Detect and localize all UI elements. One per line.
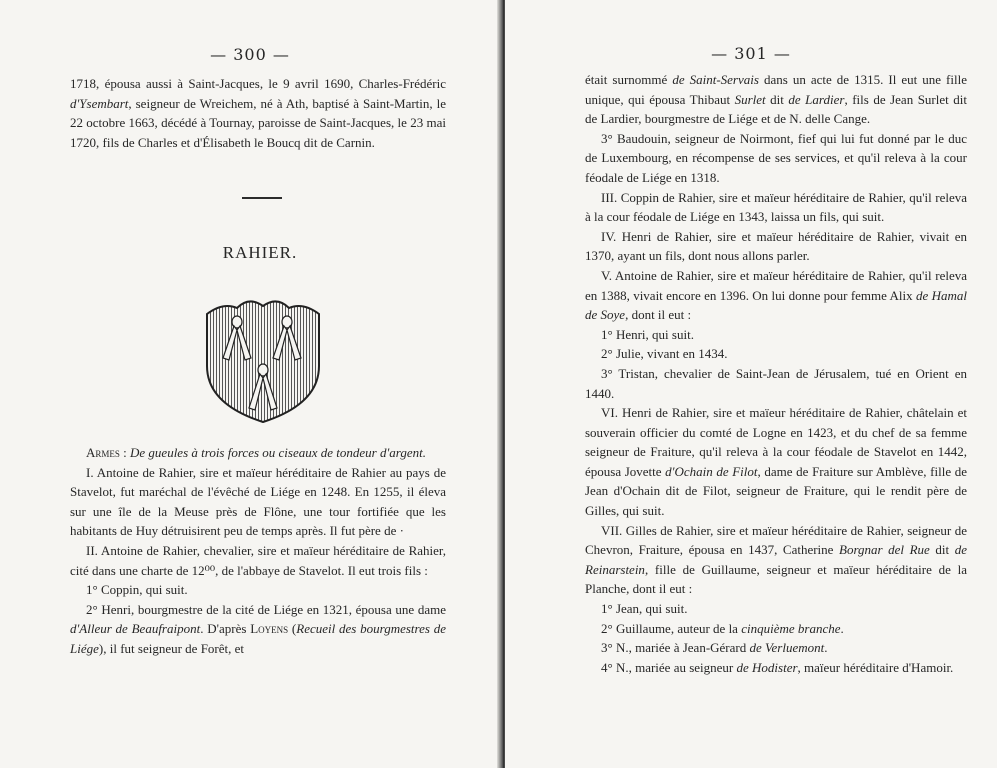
page-number-right: — 301 — (711, 44, 791, 63)
generation-V: V. Antoine de Rahier, sire et maïeur héréditaire de Rahier, qu'il releva en 1388, vivait encore en 1396. On lui donne pour femme Alix de Hamal de Soye, dont il eut : (585, 267, 967, 323)
list-item: 1° Jean, qui suit. (601, 601, 688, 617)
generation-II: II. Antoine de Rahier, chevalier, sire et maïeur héréditaire de Rahier, cité dans une charte de 12⁰⁰, de l'abbaye de Stavelot. Il eut trois fils : (70, 542, 446, 578)
section-heading: RAHIER. (222, 243, 298, 262)
list-item: 2° Julie, vivant en 1434. (601, 346, 728, 362)
generation-VI: VI. Henri de Rahier, sire et maïeur héréditaire de Rahier, châtelain et souverain officier du comté de Logne en 1423, et du chef de sa femme seigneur de Fraiture, qu'il releva à la cour féodale de Stavelot en 1442, épousa Jovette d'Ochain de Filot, dame de Fraiture sur Amblève, fille de Jean d'Ochain dit de Filot, seigneur de Fraiture, qui le rendit père de Gilles, qui suit. (585, 405, 967, 519)
list-item: 4° N., mariée au seigneur de Hodister, maïeur héréditaire d'Hamoir. (601, 659, 954, 675)
list-item: 2° Henri, bourgmestre de la cité de Liége en 1321, épousa une dame d'Alleur de Beaufraipont. D'après Loyens (Recueil des bourgmestres de Liége), il fut seigneur de Forêt, et (70, 601, 446, 656)
list-item: 3° N., mariée à Jean-Gérard de Verluemont. (601, 640, 828, 656)
section-divider (242, 197, 282, 199)
list-item: 3° Baudouin, seigneur de Noirmont, fief qui lui fut donné par le duc de Luxembourg, en récompense de ses services, et qu'il releva à la cour féodale de Liége en 1318. (585, 130, 967, 185)
list-item: 1° Coppin, qui suit. (86, 582, 188, 598)
list-item: 1° Henri, qui suit. (601, 326, 694, 342)
continuation-paragraph: 1718, épousa aussi à Saint-Jacques, le 9 avril 1690, Charles-Frédéric d'Ysembart, seigneur de Wreichem, né à Ath, baptisé à Saint-Martin, le 22 octobre 1663, décédé à Tournay, paroisse de Saint-Jacques, le 23 mai 1720, fils de Charles et d'Élisabeth le Boucq dit de Carnin. (70, 76, 446, 150)
arms-description: Armes : De gueules à trois forces ou ciseaux de tondeur d'argent. (86, 445, 426, 460)
generation-III: III. Coppin de Rahier, sire et maïeur héréditaire de Rahier, qu'il releva à la cour féodale de Liége en 1343, laissa un fils, qui suit. (585, 189, 967, 225)
right-body-text: était surnommé de Saint-Servais dans un acte de 1315. Il eut une fille unique, qui épousa Thibaut Surlet dit de Lardier, fils de Jean Surlet dit de Lardier, bourgmestre de Liége et de N. delle Cange. 3° Baudouin, seigneur de Noirmont, fief qui lui fut donné par le duc de Luxembourg, en récompense de ses services, et qu'il releva à la cour féodale de Liége en 1318. III. Coppin de Rahier, sire et maïeur héréditaire de Rahier, qu'il releva à la cour féodale de Liége en 1343, laissa un fils, qui suit. IV. Henri de Rahier, sire et maïeur héréditaire de Rahier, vivait en 1370, ayant un fils, dont nous allons parler. V. Antoine de Rahier, sire et maïeur héréditaire de Rahier, qu'il releva en 1388, vivait encore en 1396. On lui donne pour femme Alix de Hamal de Soye, dont il eut : 1° Henri, qui suit. 2° Julie, vivant en 1434. 3° Tristan, chevalier de Saint-Jean de Jérusalem, tué en Orient en 1440. VI. Henri de Rahier, sire et maïeur héréditaire de Rahier, châtelain et souverain officier du comté de Logne en 1423, et du chef de sa femme seigneur de Fraiture, qu'il releva à la cour féodale de Stavelot en 1442, épousa Jovette d'Ochain de Filot, dame de Fraiture sur Amblève, fille de Jean d'Ochain dit de Filot, seigneur de Fraiture, qui le rendit père de Gilles, qui suit. VII. Gilles de Rahier, sire et maïeur héréditaire de Rahier, seigneur de Chevron, Fraiture, épousa en 1437, Catherine Borgnar del Rue dit de Reinarstein, fille de Guillaume, seigneur et maïeur héréditaire de la Planche, dont il eut : 1° Jean, qui suit. 2° Guillaume, auteur de la cinquième branche. 3° N., mariée à Jean-Gérard de Verluemont. 4° N., mariée au seigneur de Hodister, maïeur héréditaire d'Hamoir. (585, 70, 967, 677)
coat-of-arms-icon (203, 296, 323, 424)
left-body-text (70, 443, 446, 659)
right-page (505, 0, 997, 768)
generation-IV: IV. Henri de Rahier, sire et maïeur héréditaire de Rahier, vivait en 1370, ayant un fils, dont nous allons parler. (585, 228, 967, 264)
page-number-left: — 300 — (210, 45, 290, 64)
list-item: 3° Tristan, chevalier de Saint-Jean de Jérusalem, tué en Orient en 1440. (585, 365, 967, 401)
generation-I: I. Antoine de Rahier, sire et maïeur héréditaire de Rahier au pays de Stavelot, fut maréchal de l'évêché de Liége en 1248. En 1255, il éleva sur une île de la Meuse près de Flône, une tour fortifiée que les habitants de Huy détruisirent peu de temps après. Il fut père de · (70, 464, 446, 539)
generation-VII: VII. Gilles de Rahier, sire et maïeur héréditaire de Rahier, seigneur de Chevron, Fraiture, épousa en 1437, Catherine Borgnar del Rue dit de Reinarstein, fille de Guillaume, seigneur et maïeur héréditaire de la Planche, dont il eut : (585, 522, 967, 597)
list-item: 2° Guillaume, auteur de la cinquième branche. (601, 620, 844, 636)
